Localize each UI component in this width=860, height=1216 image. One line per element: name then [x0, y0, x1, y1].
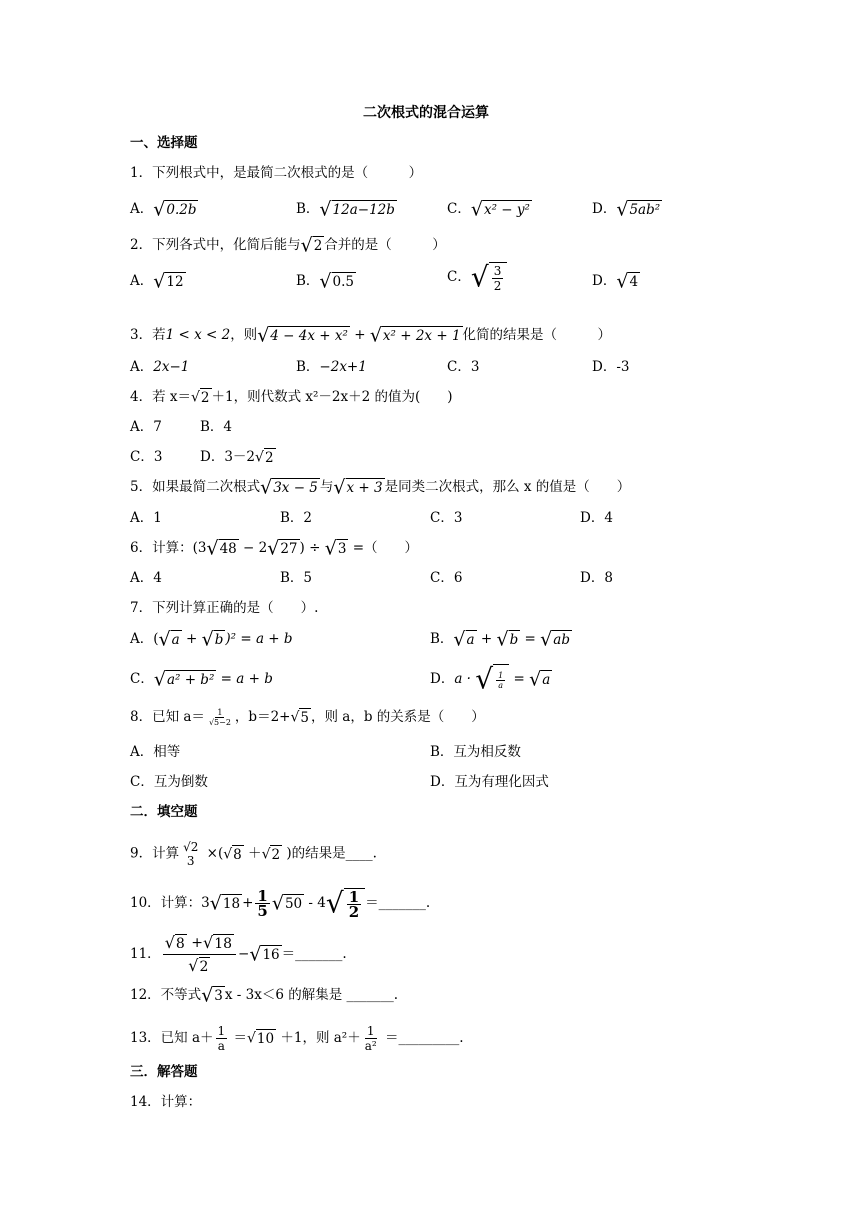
question-7-option-d: D．a · √ $\frac{1}{a}$ = √a	[430, 662, 551, 696]
section-heading-fill: 二．填空题	[130, 804, 198, 820]
question-2-option-d: D．√4	[592, 270, 639, 293]
question-1-option-a: A．√0.2b	[130, 198, 197, 221]
question-13: 13．已知 a＋ $\frac{1}{a}$ ＝√10 ＋1，则 a²＋ $\frac{1}{\text{a²}}$ ＝_________.	[130, 1024, 464, 1053]
question-5-option-a: A．1	[130, 510, 162, 526]
question-6-option-b: B．5	[280, 570, 313, 586]
question-4-option-b: B．4	[200, 419, 233, 435]
question-6-option-a: A．4	[130, 570, 162, 586]
question-6-option-d: D．8	[580, 570, 613, 586]
question-1-stem: 1．下列根式中，是最简二次根式的是（ ）	[130, 165, 423, 181]
question-5-option-d: D．4	[580, 510, 613, 526]
question-4-option-c: C．3	[130, 449, 163, 465]
question-3-option-a: A．2x−1	[130, 359, 190, 375]
question-4-option-d: D．3－2√2	[200, 449, 274, 467]
question-6-option-c: C．6	[430, 570, 463, 586]
question-11: 11． $\frac{√8 +√18}{√2}$ −√16 ＝_______.	[130, 933, 347, 975]
question-8-stem: 8．已知 a＝ $\frac{1}{√5-2}$ ，b＝2+√5 ，则 a，b 的关系是（ ）	[130, 708, 485, 727]
question-2-option-a: A．√12	[130, 270, 184, 293]
question-8-option-c: C．互为倒数	[130, 774, 208, 790]
question-7-option-a: A．(√a + √b )² = a + b	[130, 628, 293, 651]
question-9: 9．计算 √2 3 ×(√8 ＋√2 )的结果是____.	[130, 840, 377, 868]
question-7-stem: 7．下列计算正确的是（ ）.	[130, 600, 319, 616]
question-8-option-b: B．互为相反数	[430, 744, 521, 760]
question-2-option-c: C．√ $\frac{3}{2}$	[447, 262, 507, 293]
question-1-option-c: C．√x² − y²	[447, 198, 530, 221]
question-7-option-c: C．√a² + b² = a + b	[130, 668, 273, 691]
question-4-option-a: A．7	[130, 419, 162, 435]
question-1-option-d: D．√5ab²	[592, 198, 661, 221]
question-4-stem: 4．若 x＝√2 ＋1，则代数式 x²－2x＋2 的值为( )	[130, 389, 453, 407]
question-6-stem: 6．计算：(3√48 − 2√27 ) ÷ √3 =（ ）	[130, 537, 419, 560]
question-7-option-b: B．√a + √b = √ab	[430, 628, 570, 651]
question-2-option-b: B．√0.5	[296, 270, 355, 293]
question-8-option-d: D．互为有理化因式	[430, 774, 549, 790]
question-3-stem: 3．若1 < x < 2，则√4 − 4x + x² + √x² + 2x + 1 化简的结果是（ ）	[130, 324, 612, 347]
question-12: 12．不等式√3 x - 3x＜6 的解集是 _______.	[130, 984, 399, 1007]
question-2-stem: 2．下列各式中，化简后能与√2 合并的是（ ）	[130, 234, 446, 257]
question-3-option-b: B．−2x+1	[296, 359, 367, 375]
question-8-option-a: A．相等	[130, 744, 181, 760]
question-14-stem: 14．计算：	[130, 1094, 202, 1110]
question-5-option-c: C．3	[430, 510, 463, 526]
question-3-option-d: D．-3	[592, 359, 630, 375]
page-title: 二次根式的混合运算	[363, 105, 489, 121]
question-5-stem: 5．如果最简二次根式√3x − 5 与√x + 3 是同类二次根式，那么 x 的值是（ ）	[130, 476, 631, 499]
section-heading-answer: 三．解答题	[130, 1064, 198, 1080]
question-5-option-b: B．2	[280, 510, 313, 526]
question-3-option-c: C．3	[447, 359, 480, 375]
section-heading-choice: 一、选择题	[130, 135, 198, 151]
question-10: 10．计算：3√18 + $\frac{1}{5}$ √50 - 4√ $\frac{1}{2}$ ＝_______.	[130, 886, 431, 921]
question-1-option-b: B．√12a−12b	[296, 198, 395, 221]
